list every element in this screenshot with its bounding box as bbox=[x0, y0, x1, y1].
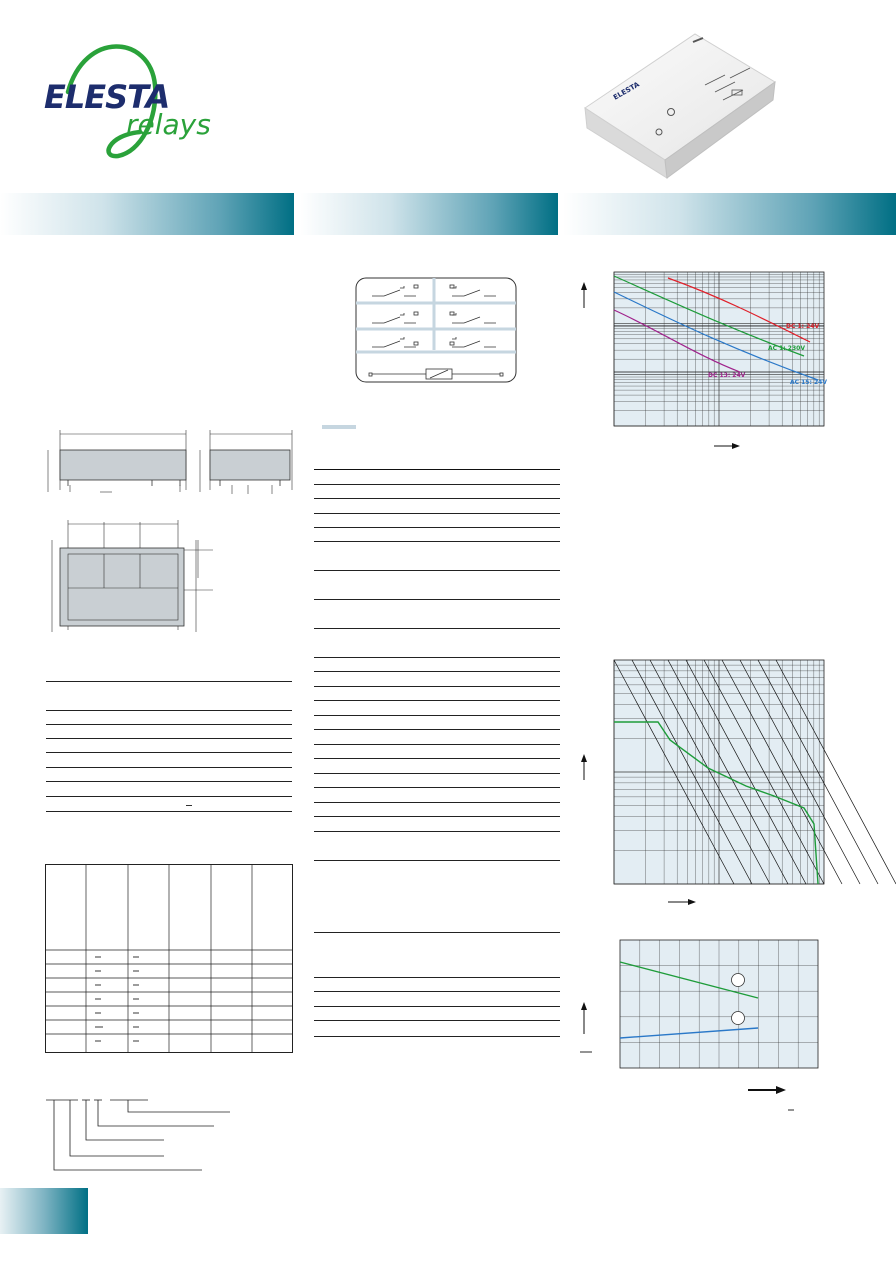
marker-1 bbox=[732, 974, 745, 987]
header-band-left bbox=[0, 193, 294, 235]
left-table-rule bbox=[46, 724, 292, 725]
left-table-rule bbox=[46, 781, 292, 782]
table-mark bbox=[186, 805, 192, 806]
mid-table-rule bbox=[314, 513, 560, 514]
load-limit-chart bbox=[578, 268, 838, 468]
mid-table-rule bbox=[314, 1036, 560, 1037]
chart-grid bbox=[614, 660, 824, 884]
left-table-rule bbox=[46, 681, 292, 682]
electrical-life-chart bbox=[578, 656, 838, 896]
header-band-middle bbox=[300, 193, 558, 235]
footer-tab bbox=[0, 1188, 88, 1234]
mid-table-rule bbox=[314, 787, 560, 788]
mid-table-rule bbox=[314, 744, 560, 745]
mid-table-rule bbox=[314, 715, 560, 716]
contact-schematic bbox=[352, 272, 522, 384]
mid-table-rule bbox=[314, 469, 560, 470]
marker-2 bbox=[732, 1012, 745, 1025]
mid-table-rule bbox=[314, 541, 560, 542]
pcb-layout-drawing bbox=[48, 520, 228, 640]
mid-table-rule bbox=[314, 527, 560, 528]
mid-table-rule bbox=[314, 570, 560, 571]
mid-table-rule bbox=[314, 831, 560, 832]
label-dc1: DC 1: 24V bbox=[786, 323, 820, 330]
mid-table-rule bbox=[314, 657, 560, 658]
left-table-rule bbox=[46, 738, 292, 739]
mid-table-rule bbox=[314, 977, 560, 978]
left-table-rule bbox=[46, 752, 292, 753]
legend-swatch bbox=[322, 425, 356, 429]
svg-text:ELESTA: ELESTA bbox=[612, 80, 641, 102]
mid-table-rule bbox=[314, 802, 560, 803]
mid-table-rule bbox=[314, 686, 560, 687]
label-ac15: AC 15: 24V bbox=[790, 379, 827, 386]
mid-table-rule bbox=[314, 816, 560, 817]
mid-table-rule bbox=[314, 1020, 560, 1021]
mid-table-rule bbox=[314, 498, 560, 499]
mid-table-rule bbox=[314, 729, 560, 730]
mid-table-rule bbox=[314, 773, 560, 774]
logo-sub-wordmark: relays bbox=[126, 108, 211, 141]
mid-table-rule bbox=[314, 991, 560, 992]
mid-table-rule bbox=[314, 671, 560, 672]
left-table-rule bbox=[46, 811, 292, 812]
boxed-table bbox=[45, 864, 295, 1054]
mid-table-rule bbox=[314, 484, 560, 485]
mid-table-rule bbox=[314, 860, 560, 861]
coil-characteristics-chart bbox=[578, 938, 838, 1128]
ordering-code-diagram bbox=[44, 1096, 244, 1176]
left-table-rule bbox=[46, 710, 292, 711]
dimension-drawing bbox=[40, 430, 300, 500]
mid-table-rule bbox=[314, 628, 560, 629]
left-table-rule bbox=[46, 767, 292, 768]
mid-table-rule bbox=[314, 700, 560, 701]
mid-table-rule bbox=[314, 599, 560, 600]
left-table-rule bbox=[46, 796, 292, 797]
label-dc13: DC 13: 24V bbox=[708, 372, 746, 379]
logo bbox=[30, 40, 230, 170]
mid-table-rule bbox=[314, 758, 560, 759]
mid-table-rule bbox=[314, 932, 560, 933]
logo-wordmark: ELESTA bbox=[44, 78, 170, 116]
label-ac1: AC 1: 230V bbox=[768, 345, 805, 352]
header-band-right bbox=[563, 193, 896, 235]
relay-photo bbox=[575, 30, 795, 190]
mid-table-rule bbox=[314, 1006, 560, 1007]
